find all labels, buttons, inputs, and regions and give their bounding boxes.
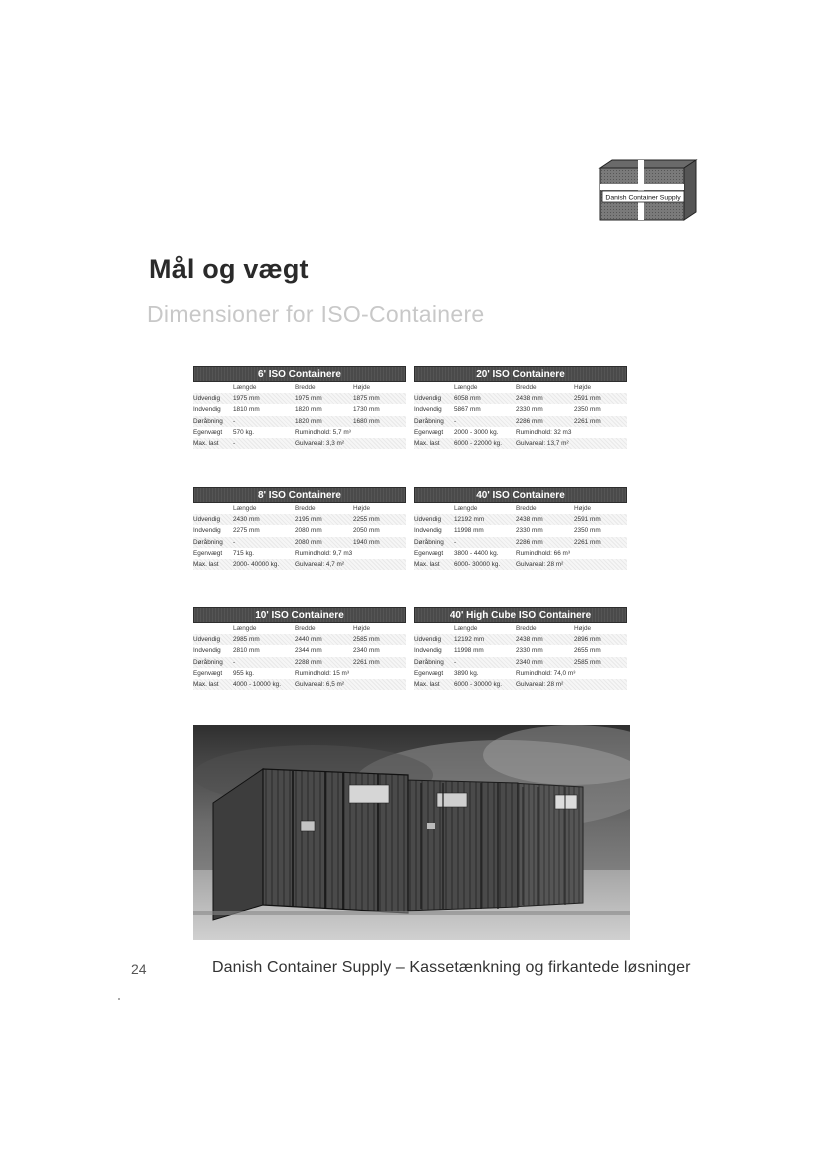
table-cell: 2585 mm bbox=[353, 636, 380, 644]
containers-photo bbox=[193, 725, 630, 940]
spec-table-title: 10' ISO Containere bbox=[193, 607, 406, 623]
table-row bbox=[414, 634, 627, 645]
table-row bbox=[193, 679, 406, 690]
table-cell: 2000- 40000 kg. bbox=[233, 560, 280, 568]
row-label: Max. last bbox=[193, 680, 219, 688]
page-number: 24 bbox=[131, 961, 147, 977]
table-cell: Gulvareal: 3,3 m² bbox=[295, 439, 345, 447]
table-cell: - bbox=[454, 658, 457, 666]
row-label: Egenvægt bbox=[414, 428, 444, 436]
column-header: Bredde bbox=[295, 384, 316, 391]
column-header: Højde bbox=[353, 505, 371, 512]
row-label: Indvendig bbox=[414, 406, 442, 414]
spec-table-title: 40' High Cube ISO Containere bbox=[414, 607, 627, 623]
spec-table-title: 40' ISO Containere bbox=[414, 487, 627, 503]
column-header: Højde bbox=[574, 625, 592, 632]
table-row bbox=[414, 537, 627, 548]
spec-table bbox=[414, 607, 627, 690]
table-cell: Rumindhold: 66 m³ bbox=[516, 549, 570, 557]
row-label: Udvendig bbox=[193, 636, 221, 644]
table-cell: - bbox=[233, 417, 236, 425]
table-cell: 2340 mm bbox=[353, 647, 380, 655]
table-row bbox=[193, 657, 406, 668]
table-cell: 2350 mm bbox=[574, 527, 601, 535]
table-cell: 1975 mm bbox=[295, 395, 322, 403]
spec-table-header bbox=[414, 382, 627, 393]
table-cell: 2350 mm bbox=[574, 406, 601, 414]
table-cell: 2896 mm bbox=[574, 636, 601, 644]
row-label: Døråbning bbox=[414, 538, 444, 546]
table-cell: - bbox=[233, 439, 236, 447]
table-cell: 12192 mm bbox=[454, 636, 485, 644]
table-cell: 2195 mm bbox=[295, 516, 322, 524]
column-header bbox=[414, 382, 454, 393]
row-label: Egenvægt bbox=[414, 549, 444, 557]
table-cell: 955 kg. bbox=[233, 669, 254, 677]
table-cell: - bbox=[233, 658, 236, 666]
table-row bbox=[414, 548, 627, 559]
row-label: Udvendig bbox=[414, 516, 442, 524]
table-cell: 570 kg. bbox=[233, 428, 254, 436]
column-header: Længde bbox=[233, 505, 257, 512]
table-row bbox=[414, 525, 627, 536]
table-cell: Gulvareal: 28 m² bbox=[516, 680, 564, 688]
table-row bbox=[193, 525, 406, 536]
row-label: Indvendig bbox=[414, 647, 442, 655]
svg-text:Danish Container Supply: Danish Container Supply bbox=[605, 194, 681, 202]
table-row bbox=[193, 548, 406, 559]
spec-table-title: 8' ISO Containere bbox=[193, 487, 406, 503]
column-header: Bredde bbox=[516, 384, 537, 391]
row-label: Indvendig bbox=[193, 406, 221, 414]
spec-table bbox=[193, 487, 406, 570]
row-label: Døråbning bbox=[193, 658, 223, 666]
table-cell: Gulvareal: 28 m² bbox=[516, 560, 564, 568]
table-cell: 3890 kg. bbox=[454, 669, 479, 677]
row-label: Max. last bbox=[414, 560, 440, 568]
column-header bbox=[193, 503, 233, 514]
table-cell: 1810 mm bbox=[233, 406, 260, 414]
table-cell: 2330 mm bbox=[516, 527, 543, 535]
table-cell: 715 kg. bbox=[233, 549, 254, 557]
danish-container-supply-logo bbox=[592, 158, 698, 222]
table-cell: - bbox=[454, 538, 457, 546]
column-header: Højde bbox=[353, 384, 371, 391]
table-cell: 2330 mm bbox=[516, 647, 543, 655]
table-cell: 2000 - 3000 kg. bbox=[454, 428, 499, 436]
table-row bbox=[193, 427, 406, 438]
table-row bbox=[193, 393, 406, 404]
table-row bbox=[414, 645, 627, 656]
column-header: Højde bbox=[353, 625, 371, 632]
table-cell: 2286 mm bbox=[516, 417, 543, 425]
table-row bbox=[414, 668, 627, 679]
spec-table bbox=[193, 366, 406, 449]
table-cell: 5867 mm bbox=[454, 406, 481, 414]
table-cell: Gulvareal: 6,5 m² bbox=[295, 680, 345, 688]
table-cell: 2286 mm bbox=[516, 538, 543, 546]
row-label: Indvendig bbox=[414, 527, 442, 535]
table-row bbox=[414, 416, 627, 427]
table-cell: 6058 mm bbox=[454, 395, 481, 403]
table-row bbox=[414, 438, 627, 449]
table-cell: Gulvareal: 4,7 m² bbox=[295, 560, 345, 568]
table-cell: 12192 mm bbox=[454, 516, 485, 524]
table-cell: 4000 - 10000 kg. bbox=[233, 680, 281, 688]
table-cell: 2261 mm bbox=[353, 658, 380, 666]
table-row bbox=[193, 634, 406, 645]
table-cell: 2340 mm bbox=[516, 658, 543, 666]
table-cell: 2440 mm bbox=[295, 636, 322, 644]
row-label: Døråbning bbox=[193, 538, 223, 546]
table-cell: 2585 mm bbox=[574, 658, 601, 666]
table-cell: - bbox=[233, 538, 236, 546]
table-cell: 2438 mm bbox=[516, 395, 543, 403]
column-header bbox=[414, 503, 454, 514]
page-subtitle: Dimensioner for ISO-Containere bbox=[147, 301, 485, 327]
table-cell: Rumindhold: 15 m³ bbox=[295, 669, 349, 677]
spec-table-header bbox=[193, 623, 406, 634]
table-row bbox=[193, 559, 406, 570]
spec-table bbox=[414, 487, 627, 570]
table-row bbox=[193, 645, 406, 656]
spec-table-header bbox=[414, 503, 627, 514]
table-cell: 2330 mm bbox=[516, 406, 543, 414]
table-cell: 2261 mm bbox=[574, 417, 601, 425]
table-cell: 2438 mm bbox=[516, 516, 543, 524]
table-cell: 1680 mm bbox=[353, 417, 380, 425]
table-cell: 3800 - 4400 kg. bbox=[454, 549, 499, 557]
spec-table bbox=[193, 607, 406, 690]
spec-table-header bbox=[414, 623, 627, 634]
column-header: Bredde bbox=[295, 625, 316, 632]
table-cell: 1940 mm bbox=[353, 538, 380, 546]
spec-table bbox=[414, 366, 627, 449]
column-header: Længde bbox=[454, 505, 478, 512]
table-cell: Gulvareal: 13,7 m² bbox=[516, 439, 569, 447]
table-cell: 2080 mm bbox=[295, 527, 322, 535]
column-header: Bredde bbox=[516, 625, 537, 632]
row-label: Max. last bbox=[414, 439, 440, 447]
column-header: Længde bbox=[454, 625, 478, 632]
row-label: Max. last bbox=[193, 439, 219, 447]
table-cell: 6000 - 30000 kg. bbox=[454, 680, 502, 688]
row-label: Døråbning bbox=[414, 658, 444, 666]
row-label: Max. last bbox=[193, 560, 219, 568]
row-label: Egenvægt bbox=[414, 669, 444, 677]
table-cell: 11998 mm bbox=[454, 527, 484, 535]
column-header bbox=[193, 382, 233, 393]
table-cell: 2050 mm bbox=[353, 527, 380, 535]
table-cell: 2810 mm bbox=[233, 647, 260, 655]
column-header bbox=[193, 623, 233, 634]
table-row bbox=[193, 537, 406, 548]
table-cell: 2344 mm bbox=[295, 647, 322, 655]
table-cell: 2438 mm bbox=[516, 636, 543, 644]
row-label: Udvendig bbox=[414, 636, 442, 644]
column-header: Højde bbox=[574, 505, 592, 512]
table-cell: Rumindhold: 5,7 m³ bbox=[295, 428, 351, 436]
table-row bbox=[414, 514, 627, 525]
table-row bbox=[414, 679, 627, 690]
spec-table-title: 6' ISO Containere bbox=[193, 366, 406, 382]
table-cell: 2430 mm bbox=[233, 516, 260, 524]
table-cell: 2985 mm bbox=[233, 636, 260, 644]
table-cell: 1875 mm bbox=[353, 395, 380, 403]
table-cell: 11998 mm bbox=[454, 647, 484, 655]
table-row bbox=[414, 427, 627, 438]
column-header: Længde bbox=[233, 384, 257, 391]
scan-speck bbox=[118, 998, 120, 1000]
table-row bbox=[414, 404, 627, 415]
table-row bbox=[193, 514, 406, 525]
row-label: Indvendig bbox=[193, 647, 221, 655]
row-label: Døråbning bbox=[414, 417, 444, 425]
table-cell: 1820 mm bbox=[295, 406, 322, 414]
row-label: Indvendig bbox=[193, 527, 221, 535]
footer-text: Danish Container Supply – Kassetænkning og firkantede løsninger bbox=[212, 959, 691, 976]
table-cell: Rumindhold: 32 m3 bbox=[516, 428, 572, 436]
table-row bbox=[193, 438, 406, 449]
row-label: Max. last bbox=[414, 680, 440, 688]
table-cell: 2261 mm bbox=[574, 538, 601, 546]
spec-table-header bbox=[193, 382, 406, 393]
table-cell: 2591 mm bbox=[574, 395, 601, 403]
table-cell: 2080 mm bbox=[295, 538, 322, 546]
table-row bbox=[414, 393, 627, 404]
table-cell: - bbox=[454, 417, 457, 425]
table-cell: 2275 mm bbox=[233, 527, 260, 535]
table-cell: Rumindhold: 9,7 m3 bbox=[295, 549, 353, 557]
row-label: Egenvægt bbox=[193, 428, 223, 436]
column-header: Bredde bbox=[516, 505, 537, 512]
table-cell: 2655 mm bbox=[574, 647, 601, 655]
table-cell: 6000- 30000 kg. bbox=[454, 560, 501, 568]
row-label: Udvendig bbox=[193, 516, 221, 524]
table-cell: 1820 mm bbox=[295, 417, 322, 425]
row-label: Udvendig bbox=[193, 395, 221, 403]
table-cell: 2288 mm bbox=[295, 658, 322, 666]
column-header: Bredde bbox=[295, 505, 316, 512]
table-row bbox=[193, 416, 406, 427]
table-cell: 2591 mm bbox=[574, 516, 601, 524]
spec-table-header bbox=[193, 503, 406, 514]
table-row bbox=[193, 404, 406, 415]
spec-table-title: 20' ISO Containere bbox=[414, 366, 627, 382]
page-title: Mål og vægt bbox=[149, 254, 309, 284]
column-header: Højde bbox=[574, 384, 592, 391]
table-cell: 1975 mm bbox=[233, 395, 260, 403]
table-cell: 1730 mm bbox=[353, 406, 380, 414]
table-row bbox=[193, 668, 406, 679]
table-cell: 2255 mm bbox=[353, 516, 380, 524]
table-row bbox=[414, 657, 627, 668]
column-header bbox=[414, 623, 454, 634]
table-cell: 6000 - 22000 kg. bbox=[454, 439, 502, 447]
row-label: Udvendig bbox=[414, 395, 442, 403]
table-row bbox=[414, 559, 627, 570]
table-cell: Rumindhold: 74,0 m³ bbox=[516, 669, 576, 677]
column-header: Længde bbox=[454, 384, 478, 391]
column-header: Længde bbox=[233, 625, 257, 632]
row-label: Egenvægt bbox=[193, 549, 223, 557]
row-label: Egenvægt bbox=[193, 669, 223, 677]
row-label: Døråbning bbox=[193, 417, 223, 425]
